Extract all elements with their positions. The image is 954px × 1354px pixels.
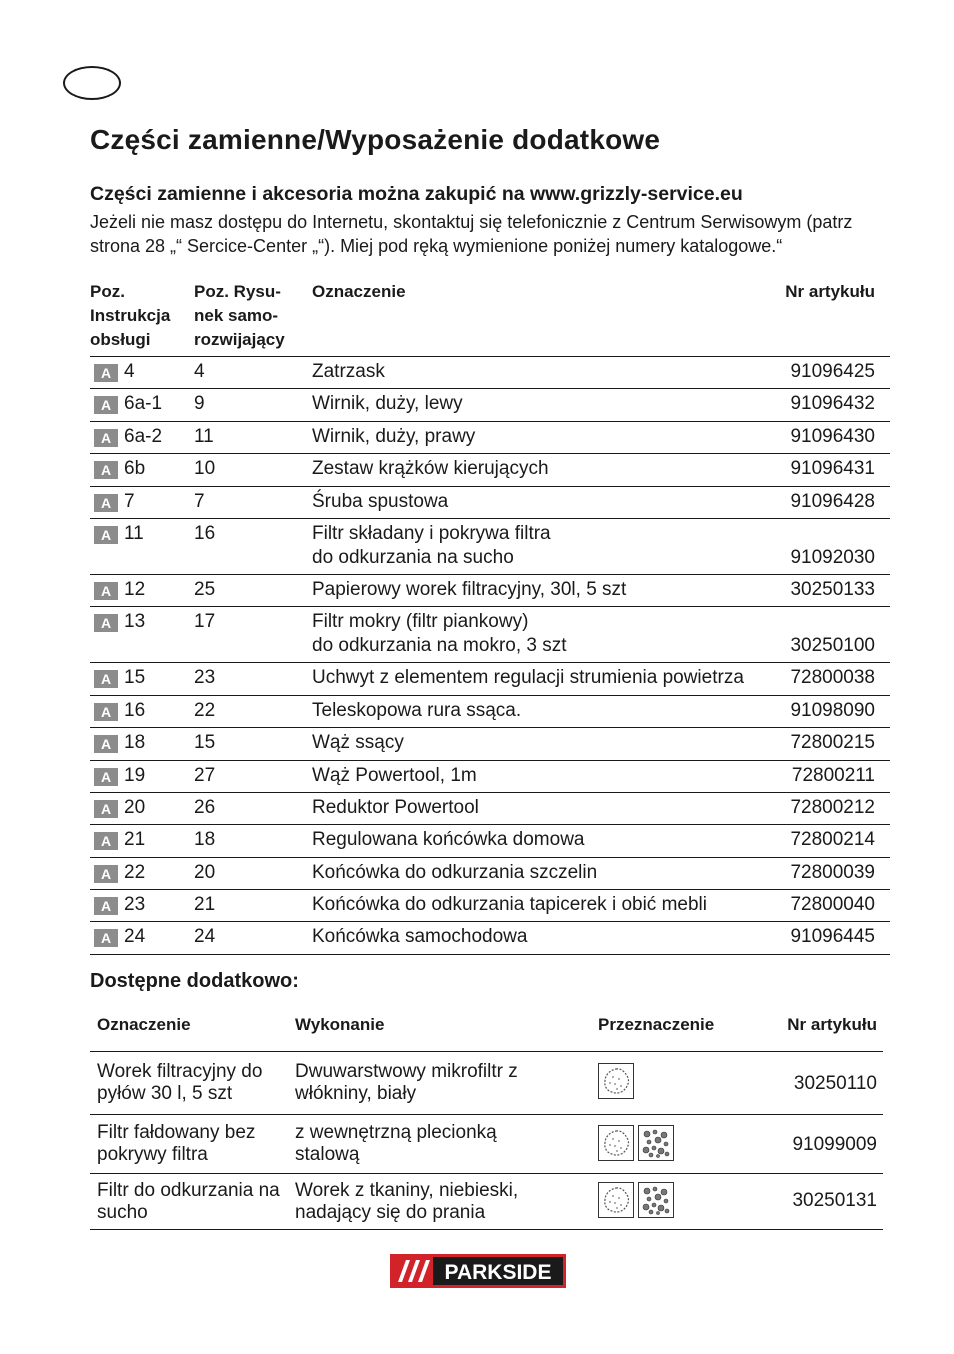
acc-cell-przeznaczenie	[598, 1182, 674, 1218]
cell-poz: 24	[124, 926, 146, 948]
table-row	[90, 1052, 883, 1115]
table-row	[90, 663, 890, 695]
figure-a-badge: A	[94, 670, 118, 688]
cell-oznaczenie: Zestaw krążków kierujących	[312, 458, 549, 480]
cell-oznaczenie: Teleskopowa rura ssąca.	[312, 699, 522, 721]
cell-poz: 13	[124, 611, 146, 633]
coarse-dirt-icon	[638, 1125, 674, 1161]
cell-nr: 72800214	[790, 829, 875, 851]
cell-rys: 11	[194, 425, 214, 447]
cell-rys: 7	[194, 490, 205, 512]
cell-poz: 18	[124, 732, 146, 754]
header-rys	[194, 280, 314, 352]
figure-a-badge: A	[94, 703, 118, 721]
cell-nr: 30250100	[790, 635, 875, 657]
header-oznaczenie: Oznaczenie	[312, 282, 406, 301]
parts-table	[90, 356, 890, 955]
cell-rys: 22	[194, 699, 216, 721]
table-row	[90, 825, 890, 857]
cell-oznaczenie: Filtr składany i pokrywa filtra	[312, 522, 551, 544]
acc-cell-wykonanie: Dwuwarstwowy mikrofiltr z włókniny, biały	[295, 1061, 518, 1104]
acc-cell-wykonanie: Worek z tkaniny, niebieski, nadający się do prania	[295, 1180, 519, 1223]
cell-rys: 16	[194, 522, 216, 544]
header-poz-line1: Poz.	[90, 282, 125, 301]
cell-poz: 19	[124, 764, 146, 786]
intro-text: Jeżeli nie masz dostępu do Internetu, skontaktuj się telefonicznie z Centrum Serwisowym (patrz strona 28 „“ Sercice-Center „“). Miej pod ręką wymienione poniżej numery katalogowe.“	[90, 212, 853, 256]
table-row	[90, 519, 890, 575]
acc-cell-nr: 91099009	[792, 1134, 877, 1155]
table-row	[90, 761, 890, 793]
cell-nr: 91098090	[790, 699, 875, 721]
acc-header-wykonanie: Wykonanie	[295, 1015, 385, 1034]
cell-oznaczenie-line2: do odkurzania na mokro, 3 szt	[312, 635, 567, 657]
acc-cell-oznaczenie: Filtr do odkurzania na sucho	[97, 1180, 280, 1223]
cell-nr: 91096428	[790, 490, 875, 512]
table-row	[90, 890, 890, 922]
cell-poz: 4	[124, 361, 135, 382]
logo-text: PARKSIDE	[444, 1261, 552, 1284]
cell-nr: 91092030	[790, 546, 875, 568]
section-available-heading: Dostępne dodatkowo:	[90, 970, 299, 992]
cell-rys: 25	[194, 578, 216, 600]
table-row	[90, 922, 890, 954]
table-row	[90, 1174, 883, 1230]
fine-dust-icon	[598, 1063, 634, 1099]
cell-oznaczenie: Uchwyt z elementem regulacji strumienia powietrza	[312, 667, 744, 689]
fine-dust-icon	[598, 1125, 634, 1161]
header-nr: Nr artykułu	[785, 282, 875, 301]
acc-cell-wykonanie: z wewnętrzną plecionką stalową	[295, 1122, 497, 1165]
figure-a-badge: A	[94, 494, 118, 512]
figure-a-badge: A	[94, 526, 118, 544]
cell-nr: 72800038	[790, 667, 875, 689]
cell-nr: 72800211	[791, 764, 875, 786]
cell-oznaczenie: Wirnik, duży, lewy	[312, 393, 463, 415]
cell-rys: 27	[194, 764, 216, 786]
header-rys-line1: Poz. Rysu-	[194, 282, 281, 301]
accessories-table-body	[90, 1052, 883, 1230]
cell-rys: 21	[194, 894, 216, 916]
cell-oznaczenie: Końcówka do odkurzania szczelin	[312, 861, 598, 883]
table-row	[90, 575, 890, 607]
header-rys-line3: rozwijający	[194, 330, 285, 349]
subheading: Części zamienne i akcesoria można zakupić na www.grizzly-service.eu	[90, 183, 743, 205]
acc-cell-oznaczenie: Worek filtracyjny do pyłów 30 l, 5 szt	[97, 1061, 263, 1104]
table-row	[90, 793, 890, 825]
cell-oznaczenie: Reduktor Powertool	[312, 796, 479, 818]
cell-oznaczenie: Regulowana końcówka domowa	[312, 829, 585, 851]
cell-rys: 9	[194, 393, 205, 415]
cell-rys: 15	[194, 732, 216, 754]
acc-header-przeznaczenie: Przeznaczenie	[598, 1015, 715, 1034]
cell-poz: 6a-2	[124, 425, 163, 447]
header-poz-line2: Instrukcja	[90, 306, 171, 325]
figure-a-badge: A	[94, 832, 118, 850]
acc-header-oznaczenie: Oznaczenie	[97, 1015, 191, 1034]
cell-nr: 72800215	[790, 732, 875, 754]
cell-poz: 6b	[124, 458, 146, 480]
cell-poz: 22	[124, 861, 146, 883]
cell-rys: 17	[194, 611, 216, 633]
figure-a-badge: A	[94, 582, 118, 600]
parts-table-header	[90, 280, 890, 355]
cell-nr: 30250133	[790, 578, 875, 600]
cell-oznaczenie: Zatrzask	[312, 361, 385, 382]
acc-cell-oznaczenie: Filtr fałdowany bez pokrywy filtra	[97, 1122, 256, 1165]
cell-nr: 72800212	[790, 796, 875, 818]
cell-poz: 20	[124, 796, 146, 818]
cell-oznaczenie: Wąż ssący	[312, 732, 404, 754]
acc-cell-przeznaczenie	[598, 1125, 674, 1161]
page-title: Części zamienne/Wyposażenie dodatkowe	[90, 124, 661, 155]
cell-oznaczenie: Śruba spustowa	[312, 490, 449, 512]
table-row	[90, 607, 890, 663]
cell-poz: 15	[124, 667, 146, 689]
cell-poz: 16	[124, 699, 146, 721]
header-poz	[90, 280, 190, 352]
cell-oznaczenie: Papierowy worek filtracyjny, 30l, 5 szt	[312, 578, 627, 600]
header-rys-line2: nek samo-	[194, 306, 279, 325]
figure-a-badge: A	[94, 768, 118, 786]
cell-nr: 72800039	[790, 861, 875, 883]
cell-poz: 11	[124, 522, 144, 544]
acc-header-nr: Nr artykułu	[787, 1015, 877, 1034]
cell-rys: 23	[194, 667, 216, 689]
coarse-dirt-icon	[638, 1182, 674, 1218]
table-row	[90, 1115, 883, 1174]
figure-a-badge: A	[94, 614, 118, 632]
acc-cell-nr: 30250131	[792, 1190, 877, 1211]
fine-dust-icon	[598, 1182, 634, 1218]
cell-nr: 91096425	[790, 361, 875, 382]
language-tab	[63, 66, 121, 100]
header-poz-line3: obsługi	[90, 330, 151, 349]
cell-oznaczenie: Końcówka samochodowa	[312, 926, 528, 948]
cell-nr: 91096432	[790, 393, 875, 415]
cell-nr: 91096431	[790, 458, 875, 480]
acc-cell-przeznaczenie	[598, 1063, 634, 1099]
accessories-table	[90, 1004, 883, 1230]
figure-a-badge: A	[94, 461, 118, 479]
cell-rys: 20	[194, 861, 216, 883]
cell-rys: 26	[194, 796, 216, 818]
figure-a-badge: A	[94, 865, 118, 883]
cell-oznaczenie: Wąż Powertool, 1m	[312, 764, 477, 786]
accessories-table-header	[90, 1004, 883, 1052]
table-row	[90, 389, 890, 421]
figure-a-badge: A	[94, 429, 118, 447]
table-row	[90, 487, 890, 519]
cell-nr: 72800040	[790, 894, 875, 916]
cell-poz: 21	[124, 829, 146, 851]
parkside-logo	[390, 1254, 566, 1288]
cell-oznaczenie-line2: do odkurzania na sucho	[312, 546, 514, 568]
table-row	[90, 422, 890, 454]
acc-cell-nr: 30250110	[793, 1073, 877, 1094]
cell-rys: 18	[194, 829, 216, 851]
table-row	[90, 696, 890, 728]
figure-a-badge: A	[94, 364, 118, 382]
cell-oznaczenie: Wirnik, duży, prawy	[312, 425, 476, 447]
cell-rys: 24	[194, 926, 216, 948]
cell-nr: 91096445	[790, 926, 875, 948]
table-row	[90, 454, 890, 486]
figure-a-badge: A	[94, 735, 118, 753]
table-row	[90, 728, 890, 760]
cell-oznaczenie: Filtr mokry (filtr piankowy)	[312, 611, 529, 633]
cell-nr: 91096430	[790, 425, 875, 447]
figure-a-badge: A	[94, 897, 118, 915]
figure-a-badge: A	[94, 929, 118, 947]
table-row	[90, 858, 890, 890]
figure-a-badge: A	[94, 396, 118, 414]
figure-a-badge: A	[94, 800, 118, 818]
cell-poz: 23	[124, 894, 146, 916]
cell-rys: 4	[194, 361, 205, 382]
cell-oznaczenie: Końcówka do odkurzania tapicerek i obić mebli	[312, 894, 707, 916]
cell-poz: 6a-1	[124, 393, 163, 415]
cell-poz: 7	[124, 490, 135, 512]
cell-poz: 12	[124, 578, 146, 600]
table-row	[90, 357, 890, 389]
cell-rys: 10	[194, 458, 216, 480]
